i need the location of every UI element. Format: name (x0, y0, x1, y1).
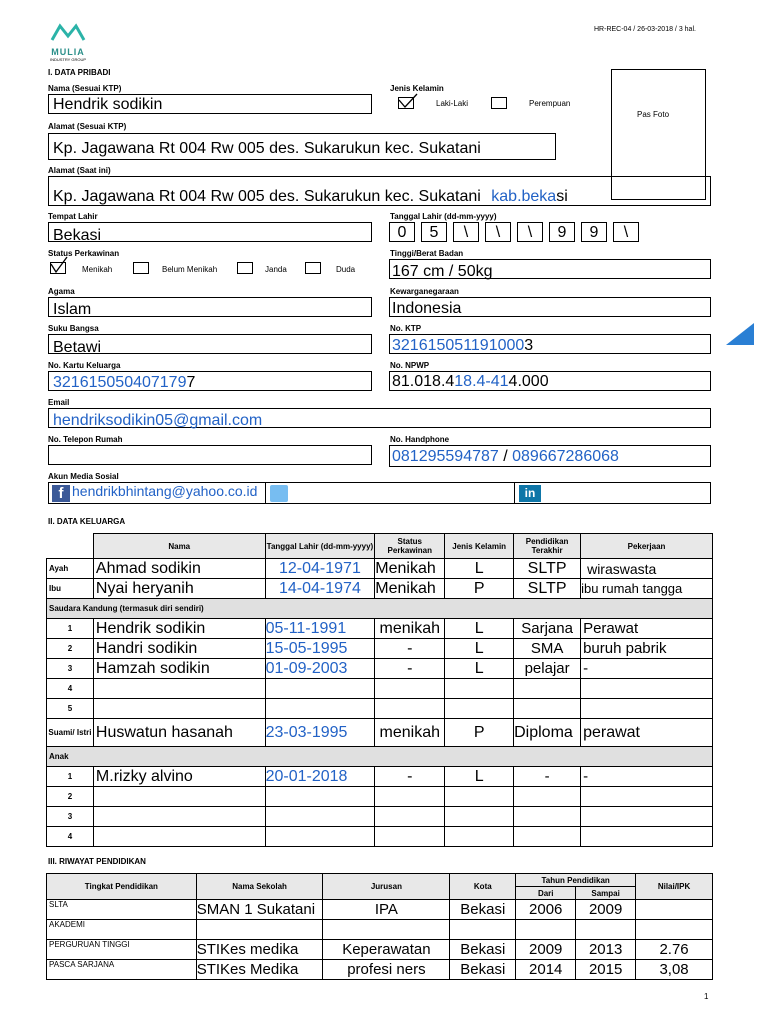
family-cell-tgl[interactable]: 15-05-1995 (265, 639, 375, 659)
section-title-data-pribadi: I. DATA PRIBADI (48, 68, 111, 77)
education-row (47, 920, 713, 940)
family-cell-pend[interactable] (514, 679, 581, 699)
edu-cell-kota[interactable]: Bekasi (450, 900, 516, 920)
sosmed-divider-1 (265, 482, 266, 504)
role-ibu: Ibu (47, 579, 94, 599)
family-cell-tgl[interactable]: 05-11-1991 (265, 619, 375, 639)
status-janda-label: Janda (265, 265, 287, 274)
saudara-rows (47, 619, 713, 719)
edu-col-sampai: Sampai (576, 887, 636, 900)
family-cell-status[interactable]: - (375, 767, 445, 787)
col-nama: Nama (93, 534, 265, 559)
family-row (47, 827, 713, 847)
edu-cell-kota[interactable]: Bekasi (450, 940, 516, 960)
family-row (47, 767, 713, 787)
family-cell-no: 1 (47, 619, 94, 639)
ibu-status[interactable]: Menikah (375, 579, 445, 599)
edu-cell-tingkat: PASCA SARJANA (47, 960, 197, 980)
family-cell-pend[interactable]: - (514, 767, 581, 787)
family-row (47, 787, 713, 807)
row-suami (47, 719, 713, 747)
col-status: Status Perkawinan (375, 534, 445, 559)
family-cell-no: 4 (47, 679, 94, 699)
education-table (46, 873, 713, 980)
family-cell-tgl[interactable]: 01-09-2003 (265, 659, 375, 679)
family-cell-tgl[interactable] (265, 699, 375, 719)
logo-text: MULIA (51, 47, 85, 57)
telp-label: No. Telepon Rumah (48, 435, 123, 444)
ayah-kerja[interactable]: wiraswasta (581, 559, 713, 579)
row-anak-header (47, 747, 713, 767)
kwn-value: Indonesia (392, 300, 462, 317)
telp-field[interactable] (48, 445, 372, 465)
family-cell-tgl[interactable] (265, 787, 375, 807)
alamat-saat-value (53, 189, 568, 205)
edu-cell-sampai[interactable]: 2015 (576, 960, 636, 980)
edu-col-sekolah: Nama Sekolah (196, 874, 323, 900)
family-cell-status[interactable] (375, 827, 445, 847)
sosmed-label: Akun Media Sosial (48, 472, 119, 481)
family-cell-status[interactable] (375, 679, 445, 699)
family-cell-kerja[interactable] (581, 699, 713, 719)
family-cell-kerja[interactable] (581, 679, 713, 699)
family-cell-jk[interactable]: L (445, 659, 514, 679)
sosmed-divider-2 (514, 482, 515, 504)
family-cell-no: 2 (47, 639, 94, 659)
family-cell-no: 1 (47, 767, 94, 787)
section-title-riwayat-pendidikan: III. RIWAYAT PENDIDIKAN (48, 857, 146, 866)
section-title-data-keluarga: II. DATA KELUARGA (48, 517, 126, 526)
anak-rows (47, 767, 713, 847)
edu-col-tingkat: Tingkat Pendidikan (47, 874, 197, 900)
family-cell-tgl[interactable] (265, 827, 375, 847)
family-cell-nama[interactable]: Hendrik sodikin (93, 619, 265, 639)
company-logo (48, 22, 88, 64)
edu-col-jurusan: Jurusan (323, 874, 450, 900)
page-number: 1 (704, 992, 709, 1001)
family-cell-no: 3 (47, 659, 94, 679)
ayah-nama[interactable]: Ahmad sodikin (93, 559, 265, 579)
jk-laki-checkbox[interactable] (398, 97, 414, 109)
ktp-blue: 321615051191000 (392, 337, 525, 354)
edu-col-nilai: Nilai/IPK (636, 874, 713, 900)
alamat-saat-text: Kp. Jagawana Rt 004 Rw 005 des. Sukarukun kec. Sukatani (53, 188, 481, 205)
family-cell-nama[interactable] (93, 679, 265, 699)
hp-separator: / (498, 448, 513, 465)
linkedin-icon: in (519, 485, 541, 502)
tinggi-value: 167 cm / 50kg (392, 263, 493, 280)
jk-laki-label: Laki-Laki (436, 99, 469, 108)
education-row (47, 960, 713, 980)
family-cell-jk[interactable] (445, 807, 514, 827)
agama-label: Agama (48, 287, 75, 296)
suami-nama[interactable]: Huswatun hasanah (93, 719, 265, 747)
kwn-label: Kewarganegaraan (390, 287, 459, 296)
family-cell-kerja[interactable]: Perawat (581, 619, 713, 639)
family-cell-status[interactable]: menikah (375, 619, 445, 639)
family-cell-pend[interactable]: pelajar (514, 659, 581, 679)
ibu-jk[interactable]: P (445, 579, 514, 599)
kk-label: No. Kartu Keluarga (48, 361, 121, 370)
family-row (47, 619, 713, 639)
doc-code: HR-REC-04 / 26-03-2018 / 3 hal. (594, 26, 696, 33)
tinggi-label: Tinggi/Berat Badan (390, 249, 464, 258)
family-cell-pend[interactable] (514, 699, 581, 719)
status-label: Status Perkawinan (48, 249, 120, 258)
npwp-label: No. NPWP (390, 361, 430, 370)
suku-value: Betawi (53, 339, 102, 356)
role-ayah: Ayah (47, 559, 94, 579)
npwp-b: 18.4-41 (454, 373, 509, 390)
twitter-icon (270, 485, 288, 502)
family-cell-jk[interactable]: L (445, 639, 514, 659)
family-cell-kerja[interactable]: - (581, 659, 713, 679)
family-row (47, 699, 713, 719)
corner-fold-icon (726, 323, 754, 345)
education-row (47, 940, 713, 960)
edu-col-tahun: Tahun Pendidikan (516, 874, 636, 887)
family-row (47, 639, 713, 659)
status-janda-checkbox[interactable] (237, 262, 253, 274)
nama-label: Nama (Sesuai KTP) (48, 84, 122, 93)
tgl-digit-box[interactable]: \ (485, 222, 511, 242)
col-tgl: Tanggal Lahir (dd-mm-yyyy) (265, 534, 375, 559)
row-saudara-header (47, 599, 713, 619)
edu-cell-kota[interactable] (450, 920, 516, 940)
ktp-value (392, 338, 533, 354)
family-cell-no: 5 (47, 699, 94, 719)
family-cell-nama[interactable] (93, 787, 265, 807)
tgl-lahir-label: Tanggal Lahir (dd-mm-yyyy) (390, 212, 497, 221)
ibu-tgl[interactable]: 14-04-1974 (265, 579, 375, 599)
anak-label: Anak (47, 747, 713, 767)
tgl-digit-box[interactable]: \ (613, 222, 639, 242)
edu-cell-tingkat: SLTA (47, 900, 197, 920)
tgl-digit-box[interactable]: 5 (421, 222, 447, 242)
family-cell-tgl[interactable] (265, 807, 375, 827)
family-cell-pend[interactable]: SMA (514, 639, 581, 659)
saudara-label: Saudara Kandung (termasuk diri sendiri) (47, 599, 713, 619)
family-cell-tgl[interactable] (265, 679, 375, 699)
family-cell-jk[interactable]: L (445, 767, 514, 787)
family-cell-nama[interactable]: M.rizky alvino (93, 767, 265, 787)
family-cell-jk[interactable] (445, 679, 514, 699)
edu-cell-jurusan[interactable]: profesi ners (323, 960, 450, 980)
tgl-digit-box[interactable]: \ (453, 222, 479, 242)
logo-mark-icon (48, 22, 88, 42)
logo-subtext: INDUSTRY GROUP (49, 57, 87, 62)
ayah-jk[interactable]: L (445, 559, 514, 579)
tgl-digit-box[interactable]: \ (517, 222, 543, 242)
edu-cell-nilai[interactable]: 3,08 (636, 960, 713, 980)
kk-end: 7 (186, 374, 196, 391)
family-cell-kerja[interactable] (581, 807, 713, 827)
npwp-a: 81.018.4 (392, 373, 455, 390)
family-cell-pend[interactable] (514, 807, 581, 827)
edu-cell-jurusan[interactable]: IPA (323, 900, 450, 920)
photo-label: Pas Foto (637, 110, 670, 119)
edu-cell-dari[interactable]: 2009 (516, 940, 576, 960)
facebook-icon: f (52, 485, 70, 502)
family-cell-status[interactable] (375, 699, 445, 719)
tgl-digit-box[interactable]: 9 (581, 222, 607, 242)
agama-field[interactable] (48, 297, 372, 317)
education-row (47, 900, 713, 920)
tgl-digit-box[interactable]: 0 (389, 222, 415, 242)
family-cell-nama[interactable] (93, 807, 265, 827)
family-table (46, 533, 713, 847)
family-cell-nama[interactable]: Hamzah sodikin (93, 659, 265, 679)
family-cell-jk[interactable]: L (445, 619, 514, 639)
ayah-tgl[interactable]: 12-04-1971 (265, 559, 375, 579)
suami-label: Suami/ Istri (47, 719, 94, 747)
sosmed-fb-value: hendrikbhintang@yahoo.co.id (72, 483, 258, 499)
status-menikah-checkbox[interactable] (50, 262, 66, 274)
col-pend: Pendidikan Terakhir (514, 534, 581, 559)
family-cell-no: 2 (47, 787, 94, 807)
family-cell-status[interactable] (375, 807, 445, 827)
status-belum-checkbox[interactable] (133, 262, 149, 274)
edu-cell-jurusan[interactable]: Keperawatan (323, 940, 450, 960)
family-cell-nama[interactable] (93, 699, 265, 719)
edu-cell-tingkat: PERGURUAN TINGGI (47, 940, 197, 960)
alamat-saat-label: Alamat (Saat ini) (48, 166, 111, 175)
family-cell-status[interactable]: - (375, 639, 445, 659)
nama-value: Hendrik sodikin (53, 96, 163, 113)
family-row (47, 807, 713, 827)
col-jk: Jenis Kelamin (445, 534, 514, 559)
ayah-pend[interactable]: SLTP (514, 559, 581, 579)
edu-cell-kota[interactable]: Bekasi (450, 960, 516, 980)
jk-label: Jenis Kelamin (390, 84, 444, 93)
edu-col-kota: Kota (450, 874, 516, 900)
edu-cell-sekolah[interactable] (196, 920, 323, 940)
ibu-pend[interactable]: SLTP (514, 579, 581, 599)
email-label: Email (48, 398, 70, 407)
row-ayah (47, 559, 713, 579)
edu-cell-sampai[interactable]: 2009 (576, 900, 636, 920)
tempat-lahir-value: Bekasi (53, 227, 102, 244)
family-cell-no: 3 (47, 807, 94, 827)
status-duda-label: Duda (336, 265, 356, 274)
hp1-value: 081295594787 (392, 448, 499, 465)
family-cell-status[interactable] (375, 787, 445, 807)
family-cell-tgl[interactable]: 20-01-2018 (265, 767, 375, 787)
suami-kerja[interactable]: perawat (581, 719, 713, 747)
npwp-c: 4.000 (508, 373, 549, 390)
suami-pend[interactable]: Diploma (514, 719, 581, 747)
edu-cell-dari[interactable]: 2014 (516, 960, 576, 980)
family-cell-nama[interactable] (93, 827, 265, 847)
edu-cell-dari[interactable]: 2006 (516, 900, 576, 920)
family-row (47, 659, 713, 679)
status-menikah-label: Menikah (82, 265, 113, 274)
family-cell-pend[interactable] (514, 827, 581, 847)
edu-cell-sampai[interactable]: 2013 (576, 940, 636, 960)
edu-col-dari: Dari (516, 887, 576, 900)
edu-cell-nilai[interactable] (636, 900, 713, 920)
suami-status[interactable]: menikah (375, 719, 445, 747)
edu-cell-sekolah[interactable]: STIKes Medika (196, 960, 323, 980)
family-cell-status[interactable]: - (375, 659, 445, 679)
hp2-value: 089667286068 (512, 448, 619, 465)
tgl-lahir-digits[interactable] (389, 222, 649, 242)
edu-cell-sekolah[interactable]: SMAN 1 Sukatani (196, 900, 323, 920)
family-cell-jk[interactable] (445, 827, 514, 847)
family-cell-kerja[interactable]: - (581, 767, 713, 787)
edu-cell-nilai[interactable] (636, 920, 713, 940)
family-cell-jk[interactable] (445, 699, 514, 719)
corner-cell (47, 534, 94, 559)
hp-value (392, 449, 619, 465)
check-mark-icon (397, 93, 419, 109)
kk-blue: 321615050407179 (53, 374, 187, 391)
alamat-saat-end: si (556, 188, 568, 205)
family-row (47, 679, 713, 699)
col-kerja: Pekerjaan (581, 534, 713, 559)
ibu-nama[interactable]: Nyai heryanih (93, 579, 265, 599)
ibu-kerja[interactable]: ibu rumah tangga (581, 579, 713, 599)
edu-cell-jurusan[interactable] (323, 920, 450, 940)
family-cell-nama[interactable]: Handri sodikin (93, 639, 265, 659)
jk-perempuan-label: Perempuan (529, 99, 571, 108)
status-belum-label: Belum Menikah (162, 265, 218, 274)
npwp-value (392, 374, 549, 390)
tempat-lahir-label: Tempat Lahir (48, 212, 98, 221)
suami-jk[interactable]: P (445, 719, 514, 747)
family-cell-pend[interactable] (514, 787, 581, 807)
hp-label: No. Handphone (390, 435, 450, 444)
email-value: hendriksodikin05@gmail.com (53, 412, 263, 429)
check-mark-icon (49, 256, 69, 274)
tgl-digit-box[interactable]: 9 (549, 222, 575, 242)
education-rows (47, 900, 713, 980)
family-cell-jk[interactable] (445, 787, 514, 807)
edu-cell-tingkat: AKADEMI (47, 920, 197, 940)
row-ibu (47, 579, 713, 599)
edu-cell-sampai[interactable] (576, 920, 636, 940)
kk-value (53, 375, 195, 391)
family-cell-kerja[interactable] (581, 787, 713, 807)
family-cell-kerja[interactable] (581, 827, 713, 847)
alamat-ktp-label: Alamat (Sesuai KTP) (48, 122, 127, 131)
ktp-end: 3 (524, 337, 534, 354)
family-cell-kerja[interactable]: buruh pabrik (581, 639, 713, 659)
ktp-label: No. KTP (390, 324, 422, 333)
alamat-saat-blue: kab.beka (491, 188, 557, 205)
family-cell-pend[interactable]: Sarjana (514, 619, 581, 639)
ayah-status[interactable]: Menikah (375, 559, 445, 579)
agama-value: Islam (53, 301, 92, 318)
edu-cell-dari[interactable] (516, 920, 576, 940)
alamat-ktp-value: Kp. Jagawana Rt 004 Rw 005 des. Sukarukun kec. Sukatani (53, 140, 481, 157)
family-cell-no: 4 (47, 827, 94, 847)
jk-perempuan-checkbox[interactable] (491, 97, 507, 109)
status-duda-checkbox[interactable] (305, 262, 321, 274)
suami-tgl[interactable]: 23-03-1995 (265, 719, 375, 747)
edu-cell-nilai[interactable]: 2.76 (636, 940, 713, 960)
suku-label: Suku Bangsa (48, 324, 99, 333)
edu-cell-sekolah[interactable]: STIKes medika (196, 940, 323, 960)
